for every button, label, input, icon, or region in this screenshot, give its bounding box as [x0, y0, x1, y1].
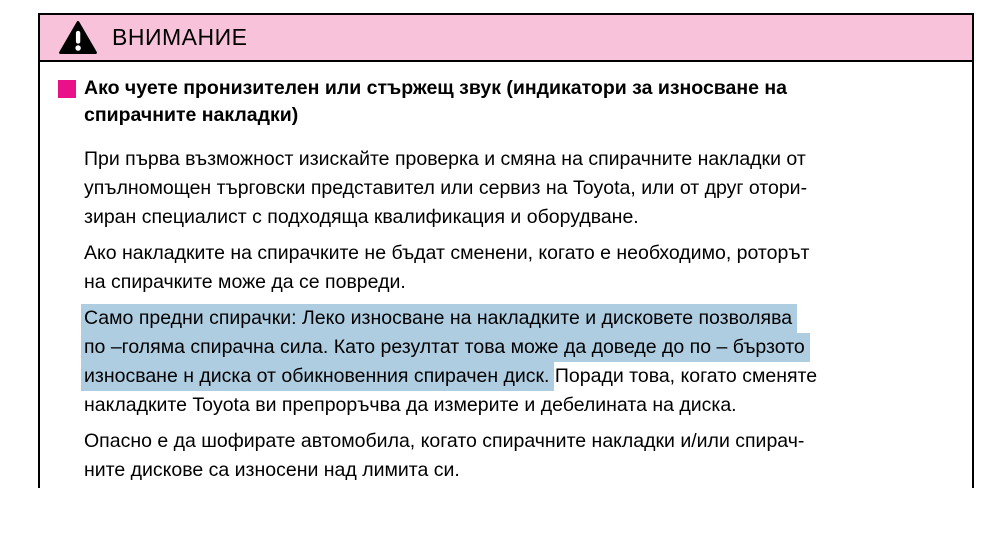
highlighted-text: износване н диска от обикновенния спирачен диск.: [81, 362, 554, 391]
text-segment: При първа възможност изискайте проверка и смяна на спирачните накладки от: [84, 148, 806, 170]
paragraphs: [84, 145, 958, 485]
text-line: [84, 391, 958, 420]
text-segment: зиран специалист с подходяща квалификация и оборудване.: [84, 206, 639, 228]
warning-content: [38, 62, 974, 488]
paragraph: [84, 427, 958, 485]
text-line: [84, 203, 958, 232]
text-line: [84, 145, 958, 174]
text-line: [84, 268, 958, 297]
section-bullet-icon: [58, 80, 76, 98]
text-segment: на спирачките може да се повреди.: [84, 271, 406, 293]
text-line: [84, 362, 958, 391]
warning-title: ВНИМАНИЕ: [112, 24, 248, 50]
warning-header: [38, 13, 974, 62]
text-line: [84, 304, 958, 333]
highlighted-text: по –голяма спирачна сила. Като резултат това може да доведе до по – бързото: [81, 333, 810, 362]
text-segment: упълномощен търговски представител или сервиз на Toyota, или от друг отори-: [84, 177, 808, 199]
paragraph: [84, 145, 958, 232]
text-segment: Ако накладките на спирачките не бъдат сменени, когато е необходимо, роторът: [84, 242, 810, 264]
highlighted-text: Само предни спирачки: Леко износване на накладките и дисковете позволява: [81, 304, 797, 333]
warning-box: [38, 13, 974, 488]
text-line: [84, 239, 958, 268]
warning-triangle-icon: [59, 21, 97, 55]
section-heading: [84, 75, 958, 129]
text-segment: накладките Toyota ви препроръчва да измерите и дебелината на диска.: [84, 394, 737, 416]
text-line: [84, 333, 958, 362]
heading-line: Ако чуете пронизителен или стържещ звук (индикатори за износване на: [84, 77, 788, 99]
paragraph: [84, 239, 958, 297]
paragraph: [84, 304, 958, 420]
text-segment: Опасно е да шофирате автомобила, когато спирачните накладки и/или спирач-: [84, 430, 805, 452]
text-line: [84, 174, 958, 203]
heading-line: спирачните накладки): [84, 104, 299, 126]
text-segment: ните дискове са износени над лимита си.: [84, 459, 460, 481]
text-segment: Поради това, когато сменяте: [549, 365, 818, 387]
text-line: [84, 456, 958, 485]
text-line: [84, 427, 958, 456]
